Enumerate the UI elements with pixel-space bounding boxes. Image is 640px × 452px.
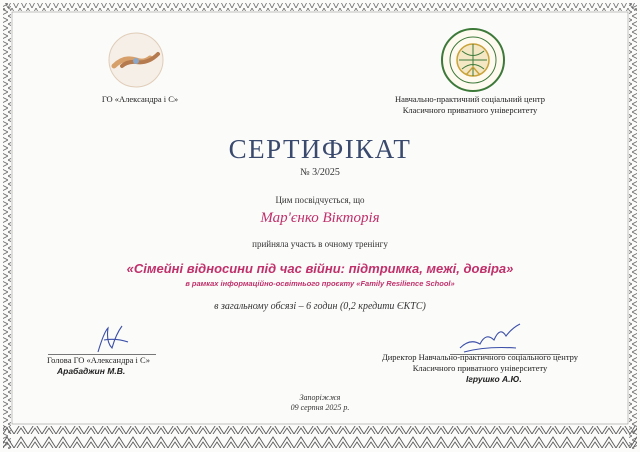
right-signatory-position <box>360 352 600 374</box>
recipient-name: Мар'єнко Вікторія <box>260 210 380 226</box>
right-signatory-name: Ігрушко А.Ю. <box>466 374 522 384</box>
university-seal-icon <box>440 27 506 93</box>
project-text: в рамках інформаційно-освітнього проєкту «Family Resilience School» <box>185 279 455 288</box>
right-position-line2: Класичного приватного університету <box>412 363 548 373</box>
left-org-logo <box>106 30 166 90</box>
right-org-line2: Класичного приватного університету <box>402 105 538 115</box>
issue-city: Запоріжжя <box>299 393 341 402</box>
issue-date: 09 серпня 2025 р. <box>290 403 350 412</box>
right-org-line1: Навчально-практичний соціальний центр <box>395 94 545 104</box>
certify-text: Цим посвідчується, що <box>275 195 365 205</box>
participation-text: прийняла участь в очному тренінгу <box>252 239 388 249</box>
certificate-number: № 3/2025 <box>300 167 340 178</box>
left-signature <box>94 322 134 356</box>
training-title: «Сімейні відносини під час війни: підтримка, межі, довіра» <box>126 261 514 276</box>
right-position-line1: Директор Навчально-практичного соціального центру <box>381 352 579 362</box>
left-org-name: ГО «Александра і С» <box>101 94 179 104</box>
volume-text: в загальному обсязі – 6 годин (0,2 кредити ЄКТС) <box>214 301 426 312</box>
right-org-name <box>360 94 580 116</box>
certificate-title: СЕРТИФІКАТ <box>228 134 412 164</box>
left-signatory-position: Голова ГО «Александра і С» <box>47 355 150 365</box>
left-signatory-name: Арабаджин М.В. <box>57 366 126 376</box>
